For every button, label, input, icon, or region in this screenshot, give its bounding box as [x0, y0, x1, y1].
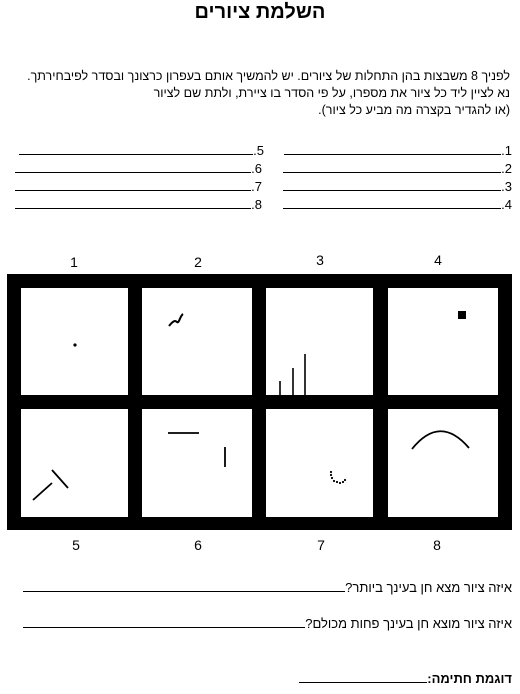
answer-line-4[interactable]: [283, 197, 501, 209]
panel-number-3: 3: [316, 252, 324, 268]
panel-number-2: 2: [194, 254, 202, 270]
answer-field-4[interactable]: [282, 194, 512, 212]
answer-line-5[interactable]: [19, 143, 253, 155]
answer-field-3[interactable]: [282, 176, 512, 194]
vertical-bars-stimulus-icon: [266, 288, 373, 395]
panel-number-8: 8: [433, 537, 441, 553]
answer-line-3[interactable]: [283, 179, 501, 191]
perpendicular-lines-stimulus-icon: [142, 409, 252, 517]
instructions-line-3: (או להגדיר בקצרה מה מביע כל ציור).: [318, 103, 510, 117]
answer-number-5: 5.: [253, 143, 264, 158]
instructions-line-1: לפניך 8 משבצות בהן התחלות של ציורים. יש להמשיך אותם בעפרון כרצונך ובסדר לפיבחירתך.: [27, 69, 510, 83]
answer-field-2[interactable]: [282, 158, 512, 176]
answer-number-7: 7.: [251, 179, 262, 194]
drawing-board: [7, 274, 512, 530]
drawing-cell-2[interactable]: [142, 288, 252, 395]
drawing-cell-3[interactable]: [266, 288, 373, 395]
panel-number-4: 4: [434, 252, 442, 268]
panel-number-7: 7: [317, 537, 325, 553]
page-title: השלמת ציורים: [194, 1, 326, 23]
dotted-arc-stimulus-icon: [266, 409, 373, 517]
answer-field-5[interactable]: [14, 140, 264, 158]
panel-number-5: 5: [72, 537, 80, 553]
drawing-cell-1[interactable]: [21, 288, 128, 395]
answer-line-6[interactable]: [15, 161, 251, 173]
drawing-cell-5[interactable]: [21, 409, 128, 517]
answer-number-2: 2.: [501, 161, 512, 176]
drawing-cell-7[interactable]: [266, 409, 373, 517]
answer-field-1[interactable]: [284, 140, 512, 158]
answer-number-6: 6.: [251, 161, 262, 176]
answer-field-7[interactable]: [10, 176, 262, 194]
instructions: [10, 68, 510, 119]
arc-stimulus-icon: [388, 409, 498, 517]
answer-field-8[interactable]: [10, 194, 262, 212]
answer-line-2[interactable]: [283, 161, 501, 173]
question-liked-most[interactable]: [10, 577, 512, 595]
answer-line-8[interactable]: [15, 197, 251, 209]
instructions-line-2: נא לציין ליד כל ציור את מספרו, על פי הסדר בו ציירת, ולתת שם לציור: [153, 86, 510, 100]
dot-stimulus-icon: [21, 288, 128, 395]
signature-line[interactable]: [299, 671, 427, 683]
answer-field-6[interactable]: [10, 158, 262, 176]
question-liked-most-line[interactable]: [23, 580, 345, 592]
drawing-cell-4[interactable]: [388, 288, 498, 395]
wavy-line-stimulus-icon: [142, 288, 252, 395]
panel-number-1: 1: [70, 254, 78, 270]
signature-field[interactable]: [292, 668, 512, 686]
answer-number-3: 3.: [501, 179, 512, 194]
answer-number-8: 8.: [251, 197, 262, 212]
answer-number-4: 4.: [501, 197, 512, 212]
question-liked-least-line[interactable]: [23, 616, 305, 628]
answer-number-1: 1.: [501, 143, 512, 158]
panel-number-6: 6: [194, 537, 202, 553]
question-liked-least[interactable]: [12, 613, 512, 631]
question-liked-least-label: איזה ציור מוצא חן בעינך פחות מכולם?: [305, 616, 512, 631]
angle-lines-stimulus-icon: [21, 409, 128, 517]
square-stimulus-icon: [388, 288, 498, 395]
signature-label: דוגמת חתימה:: [427, 671, 512, 686]
drawing-cell-8[interactable]: [388, 409, 498, 517]
drawing-cell-6[interactable]: [142, 409, 252, 517]
answer-line-7[interactable]: [15, 179, 251, 191]
question-liked-most-label: איזה ציור מצא חן בעינך ביותר?: [345, 580, 512, 595]
answer-line-1[interactable]: [284, 143, 501, 155]
